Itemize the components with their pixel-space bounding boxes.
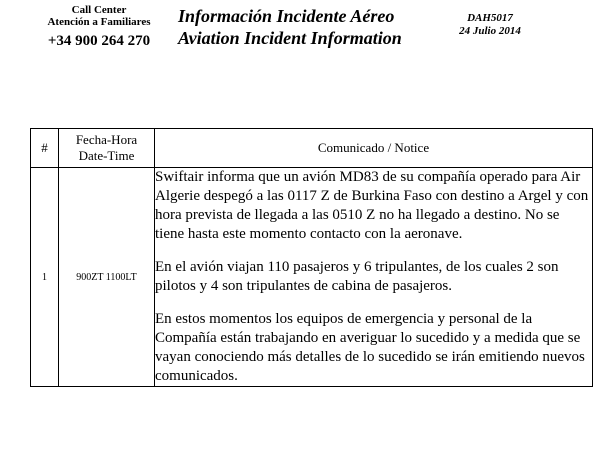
notice-paragraph: Swiftair informa que un avión MD83 de su compañía operado para Air Algerie despegó a las 0117 Z de Burkina Faso con destino a Argel y con hora prevista de llegada a las 0510 Z no ha llegado a destino. No se tiene hasta este momento contacto con la aeronave.	[155, 169, 589, 242]
call-center-label: Call Center	[71, 4, 127, 16]
table-header-row	[31, 129, 593, 168]
call-center-block	[38, 4, 160, 51]
row-number: 1	[31, 168, 59, 387]
table-row	[31, 168, 593, 387]
flight-reference	[440, 12, 540, 38]
column-header-datetime	[59, 129, 155, 168]
document-title	[178, 5, 402, 49]
row-notice	[155, 168, 593, 387]
row-datetime: 900ZT 1100LT	[59, 168, 155, 387]
report-date: 24 Julio 2014	[459, 25, 521, 37]
family-assistance-label: Atención a Familiares	[47, 16, 151, 28]
title-spanish: Información Incidente Aéreo	[178, 6, 395, 26]
phone-number: +34 900 264 270	[47, 33, 151, 49]
notice-table	[30, 128, 593, 387]
column-header-datetime-en: Date-Time	[78, 148, 135, 163]
title-english: Aviation Incident Information	[178, 28, 402, 48]
flight-code: DAH5017	[467, 12, 513, 24]
column-header-datetime-es: Fecha-Hora	[75, 132, 138, 147]
column-header-notice: Comunicado / Notice	[155, 129, 593, 168]
notice-paragraph: En estos momentos los equipos de emergencia y personal de la Compañía están trabajando en averiguar lo sucedido y a medida que se vayan conociendo más detalles de lo sucedido se irán emitiendo nuevos comunicados.	[155, 311, 585, 384]
notice-paragraph: En el avión viajan 110 pasajeros y 6 tripulantes, de los cuales 2 son pilotos y 4 son tripulantes de cabina de pasajeros.	[155, 259, 559, 294]
column-header-number: #	[31, 129, 59, 168]
